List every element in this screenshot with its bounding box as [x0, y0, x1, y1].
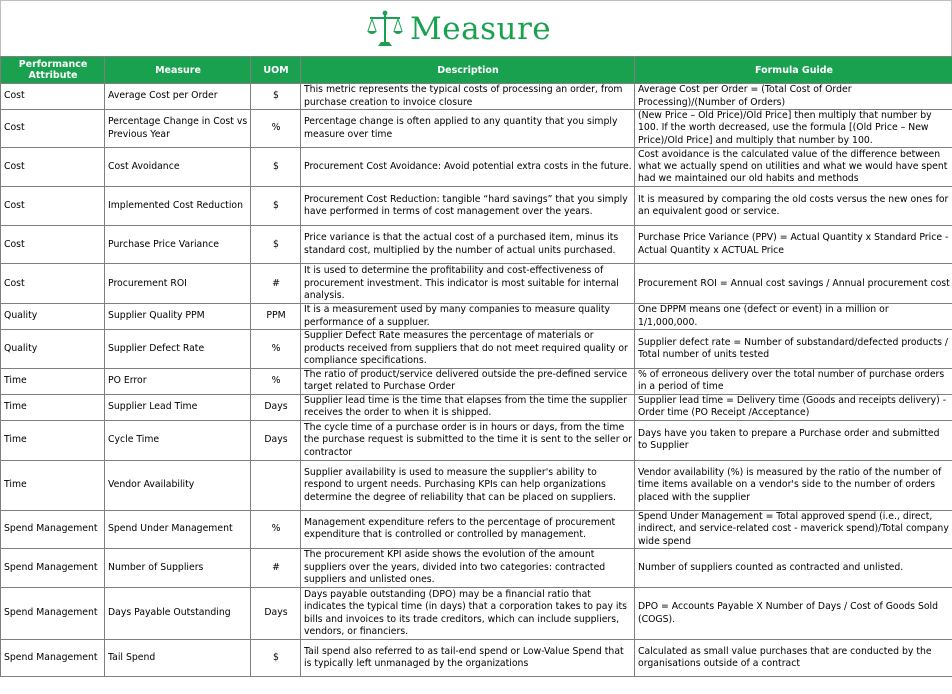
measure-cell: Percentage Change in Cost vs Previous Year: [105, 110, 251, 148]
measure-cell: Supplier Quality PPM: [105, 304, 251, 330]
measure-cell: Vendor Availability: [105, 460, 251, 510]
uom-cell: %: [251, 510, 301, 548]
description-cell: This metric represents the typical costs of processing an order, from purchase creation to invoice closure: [301, 84, 635, 110]
header-measure: Measure: [105, 57, 251, 84]
formula-cell: Days have you taken to prepare a Purchase order and submitted to Supplier: [635, 420, 952, 460]
uom-cell: %: [251, 369, 301, 395]
measure-cell: Average Cost per Order: [105, 84, 251, 110]
table-row: [1, 148, 952, 187]
formula-cell: (New Price – Old Price)/Old Price] then multiply that number by 100. If the worth decreased, use the formula [(Old Price – New Price)/Old Price] and multiply that number by 100.: [635, 110, 952, 148]
table-row: [1, 549, 952, 588]
uom-cell: $: [251, 148, 301, 187]
table-row: [1, 510, 952, 548]
attribute-cell: Time: [1, 369, 105, 395]
table-row: [1, 588, 952, 640]
description-cell: The cycle time of a purchase order is in hours or days, from the time the purchase request is submitted to the time it is sent to the seller or contractor: [301, 420, 635, 460]
formula-cell: Procurement ROI = Annual cost savings / Annual procurement cost: [635, 264, 952, 304]
measure-cell: Supplier Lead Time: [105, 394, 251, 420]
measure-cell: Cycle Time: [105, 420, 251, 460]
table-row: [1, 304, 952, 330]
attribute-cell: Spend Management: [1, 510, 105, 548]
attribute-cell: Spend Management: [1, 588, 105, 640]
formula-cell: Cost avoidance is the calculated value of the difference between what we actually spend on utilities and what we would have spent had we maintained our old habits and methods: [635, 148, 952, 187]
formula-cell: % of erroneous delivery over the total number of purchase orders in a period of time: [635, 369, 952, 395]
attribute-cell: Quality: [1, 330, 105, 369]
uom-cell: Days: [251, 588, 301, 640]
description-cell: Price variance is that the actual cost of a purchased item, minus its standard cost, multiplied by the number of actual units purchased.: [301, 226, 635, 264]
uom-cell: %: [251, 330, 301, 369]
attribute-cell: Cost: [1, 148, 105, 187]
formula-cell: Supplier defect rate = Number of substandard/defected products / Total number of units tested: [635, 330, 952, 369]
attribute-cell: Spend Management: [1, 549, 105, 588]
attribute-cell: Cost: [1, 264, 105, 304]
uom-cell: #: [251, 264, 301, 304]
measure-cell: Tail Spend: [105, 640, 251, 677]
description-cell: Percentage change is often applied to any quantity that you simply measure over time: [301, 110, 635, 148]
formula-cell: DPO = Accounts Payable X Number of Days / Cost of Goods Sold (COGS).: [635, 588, 952, 640]
formula-cell: Purchase Price Variance (PPV) = Actual Quantity x Standard Price - Actual Quantity x ACTUAL Price: [635, 226, 952, 264]
table-row: [1, 394, 952, 420]
uom-cell: %: [251, 110, 301, 148]
description-cell: Procurement Cost Reduction: tangible “hard savings” that you simply have performed in terms of cost management over the years.: [301, 187, 635, 226]
uom-cell: #: [251, 549, 301, 588]
attribute-cell: Quality: [1, 304, 105, 330]
uom-cell: [251, 460, 301, 510]
table-row: [1, 187, 952, 226]
description-cell: Supplier Defect Rate measures the percentage of materials or products received from suppliers that do not meet required quality or compliance specifications.: [301, 330, 635, 369]
attribute-cell: Time: [1, 420, 105, 460]
measure-cell: Procurement ROI: [105, 264, 251, 304]
table-row: [1, 330, 952, 369]
description-cell: The ratio of product/service delivered outside the pre-defined service target related to Purchase Order: [301, 369, 635, 395]
formula-cell: Supplier lead time = Delivery time (Goods and receipts delivery) - Order time (PO Receipt /Acceptance): [635, 394, 952, 420]
description-cell: Tail spend also referred to as tail-end spend or Low-Value Spend that is typically left unmanaged by the organizations: [301, 640, 635, 677]
description-cell: The procurement KPI aside shows the evolution of the amount suppliers over the years, divided into two categories: contracted suppliers and unlisted ones.: [301, 549, 635, 588]
measure-cell: Number of Suppliers: [105, 549, 251, 588]
description-cell: Procurement Cost Avoidance: Avoid potential extra costs in the future.: [301, 148, 635, 187]
measure-cell: Supplier Defect Rate: [105, 330, 251, 369]
attribute-cell: Cost: [1, 226, 105, 264]
attribute-cell: Cost: [1, 110, 105, 148]
header-description: Description: [301, 57, 635, 84]
attribute-cell: Cost: [1, 84, 105, 110]
header-formula-guide: Formula Guide: [635, 57, 952, 84]
table-row: [1, 369, 952, 395]
table-row: [1, 264, 952, 304]
description-cell: It is used to determine the profitability and cost-effectiveness of procurement investment. This indicator is most suitable for internal analysis.: [301, 264, 635, 304]
description-cell: Management expenditure refers to the percentage of procurement expenditure that is controlled or controlled by management.: [301, 510, 635, 548]
attribute-cell: Time: [1, 394, 105, 420]
table-row: [1, 84, 952, 110]
measure-cell: Purchase Price Variance: [105, 226, 251, 264]
measure-cell: Days Payable Outstanding: [105, 588, 251, 640]
header-performance-attribute: Performance Attribute: [1, 57, 105, 84]
formula-cell: Average Cost per Order = (Total Cost of Order Processing)/(Number of Orders): [635, 84, 952, 110]
attribute-cell: Spend Management: [1, 640, 105, 677]
scales-of-justice-icon: [366, 9, 404, 49]
table-row: [1, 226, 952, 264]
description-cell: It is a measurement used by many companies to measure quality performance of a suppluer.: [301, 304, 635, 330]
description-cell: Supplier lead time is the time that elapses from the time the supplier receives the order to when it is shipped.: [301, 394, 635, 420]
table-row: [1, 420, 952, 460]
attribute-cell: Cost: [1, 187, 105, 226]
uom-cell: $: [251, 640, 301, 677]
title-bar: [0, 0, 952, 56]
measure-cell: PO Error: [105, 369, 251, 395]
formula-cell: Spend Under Management = Total approved spend (i.e., direct, indirect, and service-related cost - maverick spend)/Total company wide spend: [635, 510, 952, 548]
formula-cell: Number of suppliers counted as contracted and unlisted.: [635, 549, 952, 588]
uom-cell: $: [251, 187, 301, 226]
formula-cell: It is measured by comparing the old costs versus the new ones for an equivalent good or service.: [635, 187, 952, 226]
description-cell: Days payable outstanding (DPO) may be a financial ratio that indicates the typical time (in days) that a corporation takes to pay its bills and invoices to its trade creditors, which can include suppliers, vendors, or financiers.: [301, 588, 635, 640]
title-group: [366, 7, 551, 51]
table-header: [1, 57, 952, 84]
description-cell: Supplier availability is used to measure the supplier's ability to respond to urgent needs. Purchasing KPIs can help organizations determine the degree of reliability that can be placed on suppliers.: [301, 460, 635, 510]
uom-cell: Days: [251, 394, 301, 420]
table-row: [1, 460, 952, 510]
formula-cell: One DPPM means one (defect or event) in a million or 1/1,000,000.: [635, 304, 952, 330]
measure-cell: Cost Avoidance: [105, 148, 251, 187]
formula-cell: Calculated as small value purchases that are conducted by the organisations outside of a contract: [635, 640, 952, 677]
table-row: [1, 640, 952, 677]
table-body: [1, 84, 952, 677]
header-uom: UOM: [251, 57, 301, 84]
measure-cell: Spend Under Management: [105, 510, 251, 548]
measure-cell: Implemented Cost Reduction: [105, 187, 251, 226]
uom-cell: Days: [251, 420, 301, 460]
measure-table: [0, 56, 952, 677]
table-row: [1, 110, 952, 148]
uom-cell: $: [251, 226, 301, 264]
uom-cell: PPM: [251, 304, 301, 330]
attribute-cell: Time: [1, 460, 105, 510]
formula-cell: Vendor availability (%) is measured by the ratio of the number of time items available on a vendor's side to the number of orders placed with the supplier: [635, 460, 952, 510]
page-title: Measure: [410, 11, 552, 47]
uom-cell: $: [251, 84, 301, 110]
